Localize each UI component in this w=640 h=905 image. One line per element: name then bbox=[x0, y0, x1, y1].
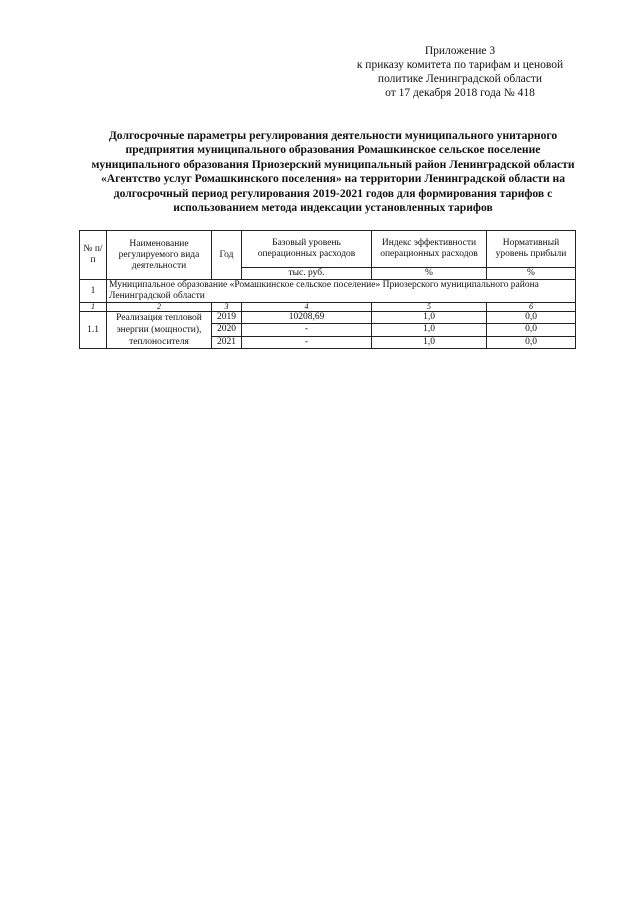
header-profit: Нормативный уровень прибыли bbox=[487, 231, 576, 268]
row-index: 1,0 bbox=[372, 336, 487, 348]
row-year: 2021 bbox=[212, 336, 242, 348]
row-base: - bbox=[242, 336, 372, 348]
appendix-line: политике Ленинградской области bbox=[377, 73, 543, 85]
unit-profit: % bbox=[487, 268, 576, 280]
row-year: 2019 bbox=[212, 312, 242, 324]
title-line: «Агентство услуг Ромашкинского поселения» на территории Ленинградской области на bbox=[100, 172, 566, 186]
column-number: 1 bbox=[80, 303, 107, 312]
table-header-row bbox=[80, 231, 576, 268]
header-year: Год bbox=[212, 231, 242, 280]
appendix-line: Приложение 3 bbox=[424, 45, 496, 57]
column-number: 6 bbox=[487, 303, 576, 312]
column-number: 4 bbox=[242, 303, 372, 312]
row-year: 2020 bbox=[212, 324, 242, 336]
row-index: 1,0 bbox=[372, 312, 487, 324]
row-base: 10208,69 bbox=[242, 312, 372, 324]
org-name: Муниципальное образование «Ромашкинское сельское поселение» Приозерского муниципального района Ленинградской области bbox=[107, 280, 576, 303]
row-base: - bbox=[242, 324, 372, 336]
row-profit: 0,0 bbox=[487, 336, 576, 348]
appendix-header bbox=[330, 44, 590, 100]
title-line: долгосрочный период регулирования 2019-2021 годов для формирования тарифов с bbox=[113, 186, 553, 200]
column-numbers-row bbox=[80, 303, 576, 312]
column-number: 5 bbox=[372, 303, 487, 312]
table-row bbox=[80, 280, 576, 303]
appendix-line: от 17 декабря 2018 года № 418 bbox=[385, 87, 535, 99]
row-profit: 0,0 bbox=[487, 324, 576, 336]
header-activity: Наименование регулируемого вида деятельности bbox=[107, 231, 212, 280]
row-index: 1,0 bbox=[372, 324, 487, 336]
parameters-table bbox=[79, 230, 576, 349]
header-index: Индекс эффективности операционных расходов bbox=[372, 231, 487, 268]
item-num: 1.1 bbox=[80, 312, 107, 349]
org-num: 1 bbox=[80, 280, 107, 303]
column-number: 2 bbox=[107, 303, 212, 312]
title-line: использованием метода индексации установленных тарифов bbox=[173, 201, 493, 215]
title-line: предприятия муниципального образования Ромашкинское сельское поселение bbox=[125, 143, 541, 157]
header-base: Базовый уровень операционных расходов bbox=[242, 231, 372, 268]
unit-base: тыс. руб. bbox=[242, 268, 372, 280]
column-number: 3 bbox=[212, 303, 242, 312]
unit-index: % bbox=[372, 268, 487, 280]
row-profit: 0,0 bbox=[487, 312, 576, 324]
item-activity: Реализация тепловой энергии (мощности), теплоносителя bbox=[107, 312, 212, 349]
table-row bbox=[80, 312, 576, 324]
title-line: муниципального образования Приозерский муниципальный район Ленинградской области bbox=[91, 157, 575, 171]
appendix-line: к приказу комитета по тарифам и ценовой bbox=[356, 59, 564, 71]
document-title bbox=[70, 129, 596, 215]
header-num: № п/п bbox=[80, 231, 107, 280]
title-line: Долгосрочные параметры регулирования деятельности муниципального унитарного bbox=[108, 129, 558, 142]
